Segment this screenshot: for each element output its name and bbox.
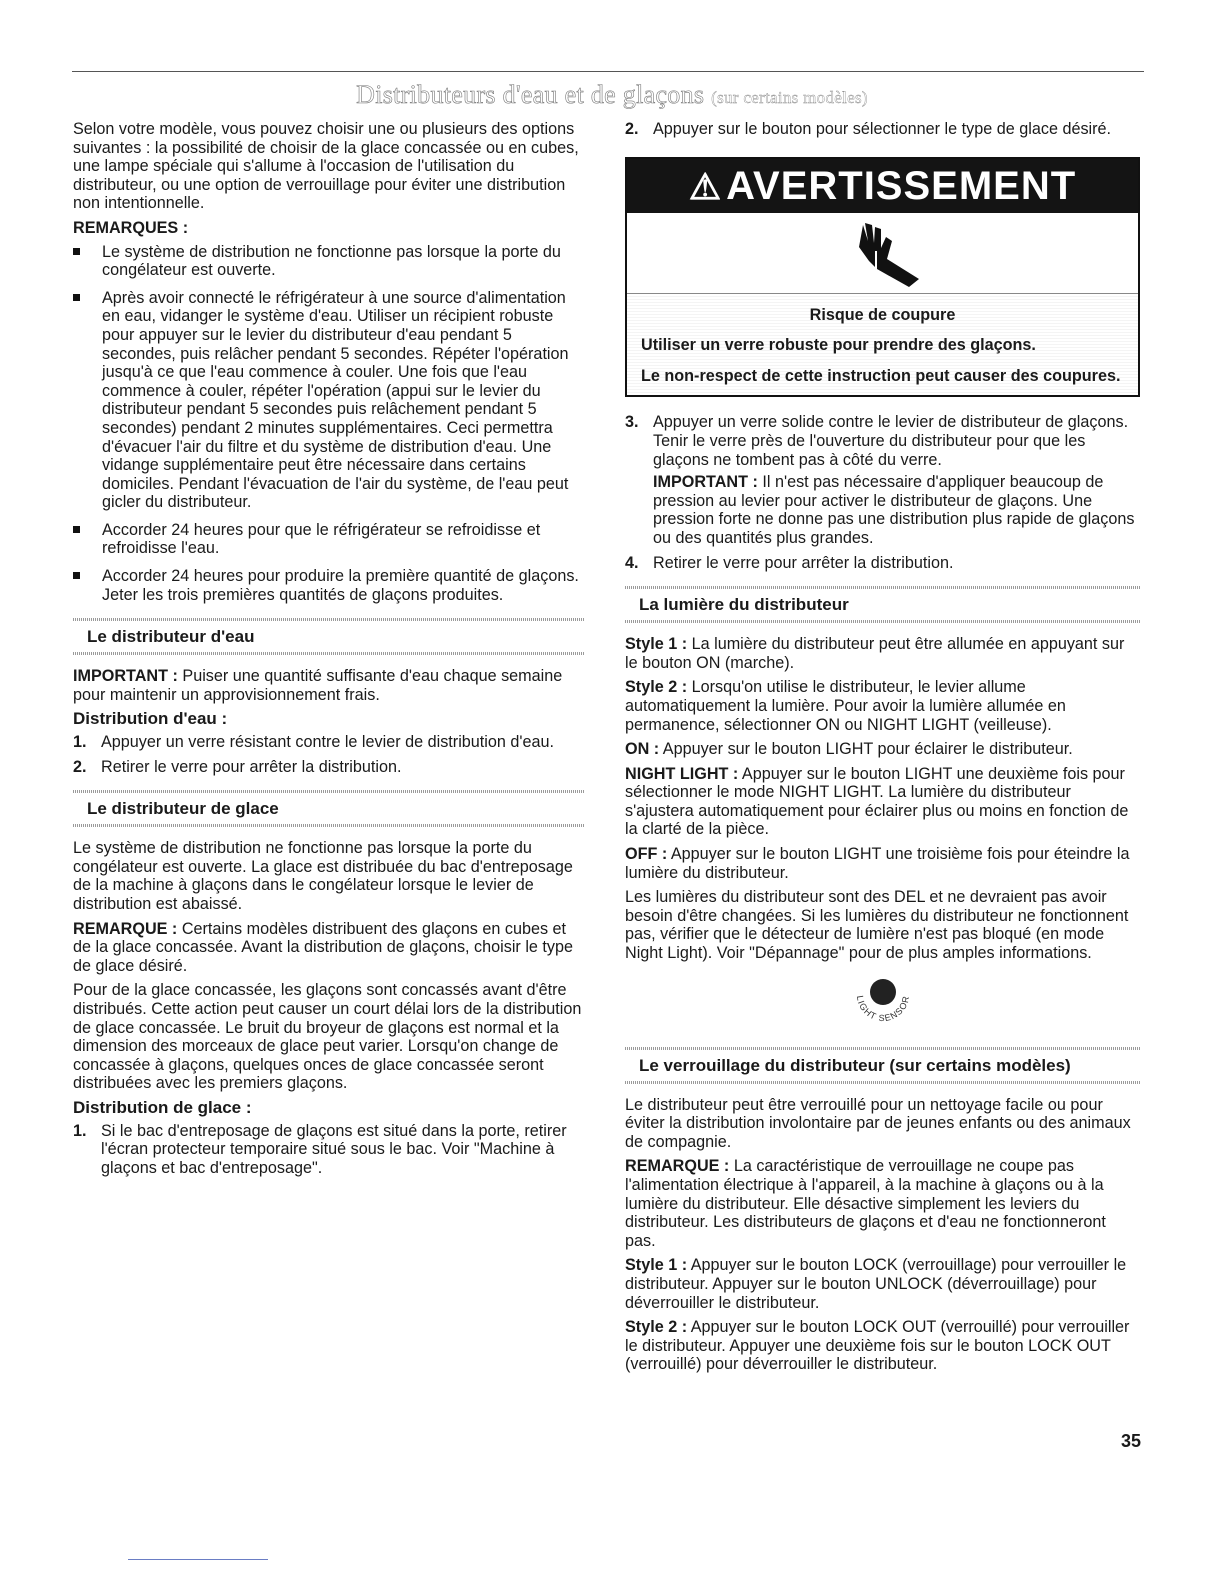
top-rule (72, 71, 1144, 72)
step-number: 4. (625, 553, 639, 572)
remark-label: REMARQUE : (625, 1157, 730, 1176)
warning-text (627, 294, 1138, 396)
remark-text: Certains modèles distribuent des glaçons en cubes et de la glace concassée. Avant la distribution de glaçons, choisir le type de glace désiré. (73, 919, 574, 975)
style-text: Appuyer sur le bouton LOCK (verrouillage) pour verrouiller le distributeur. Appuyer sur le bouton UNLOCK (déverrouillage) pour déverrouiller le distributeur. (625, 1256, 1127, 1312)
intro-paragraph: Selon votre modèle, vous pouvez choisir une ou plusieurs des options suivantes : la possibilité de choisir de la glace concassée ou en cubes, une lampe spéciale qui s'allume à l'occasion de l'utilisation du distributeur, ou une option de verrouillage pour éviter une distribution non intentionnelle. (73, 120, 579, 213)
ice-dispenser-heading: Le distributeur de glace (73, 790, 585, 827)
style-label: Style 2 : (625, 1318, 688, 1337)
ice-steps-continued-2 (625, 413, 1140, 572)
ice-distribution-subheading: Distribution de glace : (73, 1097, 252, 1117)
remark-item: Le système de distribution ne fonctionne pas lorsque la porte du congélateur est ouverte. (73, 243, 585, 280)
step-text: Si le bac d'entreposage de glaçons est situé dans la porte, retirer l'écran protecteur temporaire situé sous le bac. Voir "Machine à glaçons et bac d'entreposage". (101, 1121, 567, 1177)
light-led-paragraph: Les lumières du distributeur sont des DEL et ne devraient pas avoir besoin d'être changées. Si les lumières du distributeur ne fonctionnent pas, vérifier que le détecteur de lumière n'est pas bloqué (en mode Night Light). Voir "Dépannage" pour de plus amples informations. (625, 888, 1129, 963)
ice-remark (73, 920, 585, 976)
step-item (73, 758, 585, 777)
light-night (625, 765, 1140, 839)
page-title-text: Distributeurs d'eau et de glaçons (356, 80, 705, 109)
step-number: 3. (625, 413, 639, 432)
warning-box (625, 157, 1140, 398)
night-light-label: NIGHT LIGHT : (625, 764, 739, 783)
step-item (73, 733, 585, 752)
lock-style-2 (625, 1318, 1140, 1374)
important-label: IMPORTANT : (653, 473, 758, 492)
light-sensor-diagram (625, 977, 1140, 1033)
off-label: OFF : (625, 845, 668, 864)
page-number: 35 (1120, 1431, 1141, 1451)
step-important (653, 473, 1140, 547)
on-text: Appuyer sur le bouton LIGHT pour éclairer le distributeur. (659, 740, 1073, 759)
ice-paragraph: Le système de distribution ne fonctionne pas lorsque la porte du congélateur est ouverte. La glace est distribuée du bac d'entreposage de la machine à glaçons dans le congélateur lorsque le levier de distribution est abaissé. (73, 839, 573, 913)
remark-item: Après avoir connecté le réfrigérateur à une source d'alimentation en eau, vidanger le système d'eau. Utiliser un récipient robuste pour appuyer sur le levier du distributeur d'eau pendant 5 secondes, puis relâcher pendant 5 secondes. Répéter l'opération jusqu'à ce que l'eau commence à couler. Une fois que l'eau commence à couler, répéter l'opération (appui sur le levier du distributeur pendant 5 secondes puis relâchement pendant 5 secondes) pendant 2 minutes supplémentaires. Ceci permettra d'évacuer l'air du filtre et du système de distribution d'eau. Une vidange supplémentaire peut être nécessaire dans certains domiciles. Pendant l'évacuation de l'air du système, de l'eau peut gicler du distributeur. (73, 289, 585, 512)
sensor-label: LIGHT SENSOR (854, 994, 911, 1023)
page-title (0, 80, 1224, 113)
light-off (625, 845, 1140, 882)
page-subtitle: (sur certains modèles) (711, 88, 868, 107)
important-text: Il n'est pas nécessaire d'appliquer beaucoup de pression au levier pour activer le distributeur de glaçons. Une pression forte ne donne pas une distribution plus rapide de glaçons ou des quantités plus grandes. (653, 473, 1135, 547)
cut-hazard-hand-icon (837, 221, 927, 289)
on-label: ON : (625, 740, 660, 759)
step-number: 1. (73, 733, 87, 752)
ice-steps-continued (625, 120, 1140, 139)
style-label: Style 1 : (625, 635, 688, 654)
step-number: 2. (625, 120, 639, 138)
warning-line-1: Risque de coupure (809, 305, 956, 324)
warning-triangle-icon: ⚠ (688, 165, 723, 207)
remarks-heading: REMARQUES : (73, 218, 189, 237)
step-text: Retirer le verre pour arrêter la distribution. (101, 757, 402, 776)
water-distribution-subheading: Distribution d'eau : (73, 709, 228, 729)
step-number: 2. (73, 757, 87, 776)
remark-item: Accorder 24 heures pour produire la première quantité de glaçons. Jeter les trois premières quantités de glaçons produites. (73, 567, 585, 604)
style-text: Appuyer sur le bouton LOCK OUT (verrouillé) pour verrouiller le distributeur. Appuyer une deuxième fois sur le bouton LOCK OUT (verrouillé) pour déverrouiller le distributeur. (625, 1318, 1130, 1374)
important-text: Puiser une quantité suffisante d'eau chaque semaine pour maintenir un approvisionnement frais. (73, 667, 563, 704)
important-label: IMPORTANT : (73, 667, 178, 686)
light-style-1 (625, 635, 1140, 672)
remark-label: REMARQUE : (73, 919, 178, 938)
step-item (625, 413, 1140, 547)
bottom-mark (128, 1559, 268, 1560)
remark-text: La caractéristique de verrouillage ne coupe pas l'alimentation électrique à l'appareil, à la machine à glaçons ou à la lumière du distributeur. Elle désactive simplement les leviers du distributeur. Les distributeurs de glaçons et d'eau ne fonctionneront pas. (625, 1157, 1106, 1250)
light-style-2 (625, 678, 1140, 734)
warning-pictogram (627, 213, 1138, 294)
water-important (73, 667, 585, 704)
light-sensor-icon (843, 977, 923, 1033)
step-item (625, 120, 1140, 139)
step-text: Appuyer un verre solide contre le levier de distributeur de glaçons. Tenir le verre près de l'ouverture du distributeur pour que les glaçons ne tombent pas à côté du verre. (653, 413, 1129, 469)
ice-steps (73, 1122, 585, 1178)
style-label: Style 1 : (625, 1256, 688, 1275)
step-item (625, 554, 1140, 573)
style-label: Style 2 : (625, 678, 688, 697)
step-number: 1. (73, 1121, 87, 1140)
style-text: La lumière du distributeur peut être allumée en appuyant sur le bouton ON (marche). (625, 635, 1125, 672)
step-text: Retirer le verre pour arrêter la distribution. (653, 553, 954, 572)
lock-style-1 (625, 1256, 1140, 1312)
light-on (625, 740, 1140, 759)
water-steps (73, 733, 585, 776)
water-dispenser-heading: Le distributeur d'eau (73, 618, 585, 655)
warning-line-3: Le non-respect de cette instruction peut causer des coupures. (641, 366, 1121, 385)
lock-paragraph: Le distributeur peut être verrouillé pour un nettoyage facile ou pour éviter la distribution involontaire par de jeunes enfants ou des animaux de compagnie. (625, 1095, 1131, 1151)
night-light-text: Appuyer sur le bouton LIGHT une deuxième fois pour sélectionner le mode NIGHT LIGHT. La lumière du distributeur s'ajustera automatiquement pour éclairer plus ou moins en fonction de la clarté de la pièce. (625, 764, 1129, 839)
warning-banner (627, 159, 1138, 213)
style-text: Lorsqu'on utilise le distributeur, le levier allume automatiquement la lumière. Pour avoir la lumière allumée en permanence, sélectionner ON ou NIGHT LIGHT (veilleuse). (625, 678, 1066, 734)
step-text: Appuyer sur le bouton pour sélectionner le type de glace désiré. (653, 120, 1112, 138)
right-column (625, 120, 1140, 1380)
remarks-list (73, 243, 585, 605)
step-item (73, 1122, 585, 1178)
left-column (73, 120, 585, 1183)
warning-line-2: Utiliser un verre robuste pour prendre des glaçons. (641, 336, 1036, 355)
dispenser-lock-heading: Le verrouillage du distributeur (sur certains modèles) (625, 1047, 1140, 1084)
remark-item: Accorder 24 heures pour que le réfrigérateur se refroidisse et refroidisse l'eau. (73, 521, 585, 558)
crushed-ice-paragraph: Pour de la glace concassée, les glaçons sont concassés avant d'être distribués. Cette action peut causer un court délai lors de la distribution de glace concassée. Le bruit du broyeur de glaçons est normal et la dimension des morceaux de glace peut varier. Lorsqu'on change de concassée à glaçons, quelques onces de glace concassée seront distribuées avec les premiers glaçons. (73, 981, 582, 1093)
step-text: Appuyer un verre résistant contre le levier de distribution d'eau. (101, 733, 554, 752)
lock-remark (625, 1157, 1140, 1250)
dispenser-light-heading: La lumière du distributeur (625, 586, 1140, 623)
off-text: Appuyer sur le bouton LIGHT une troisième fois pour éteindre la lumière du distributeur. (625, 845, 1130, 882)
warning-banner-text: AVERTISSEMENT (726, 163, 1077, 208)
